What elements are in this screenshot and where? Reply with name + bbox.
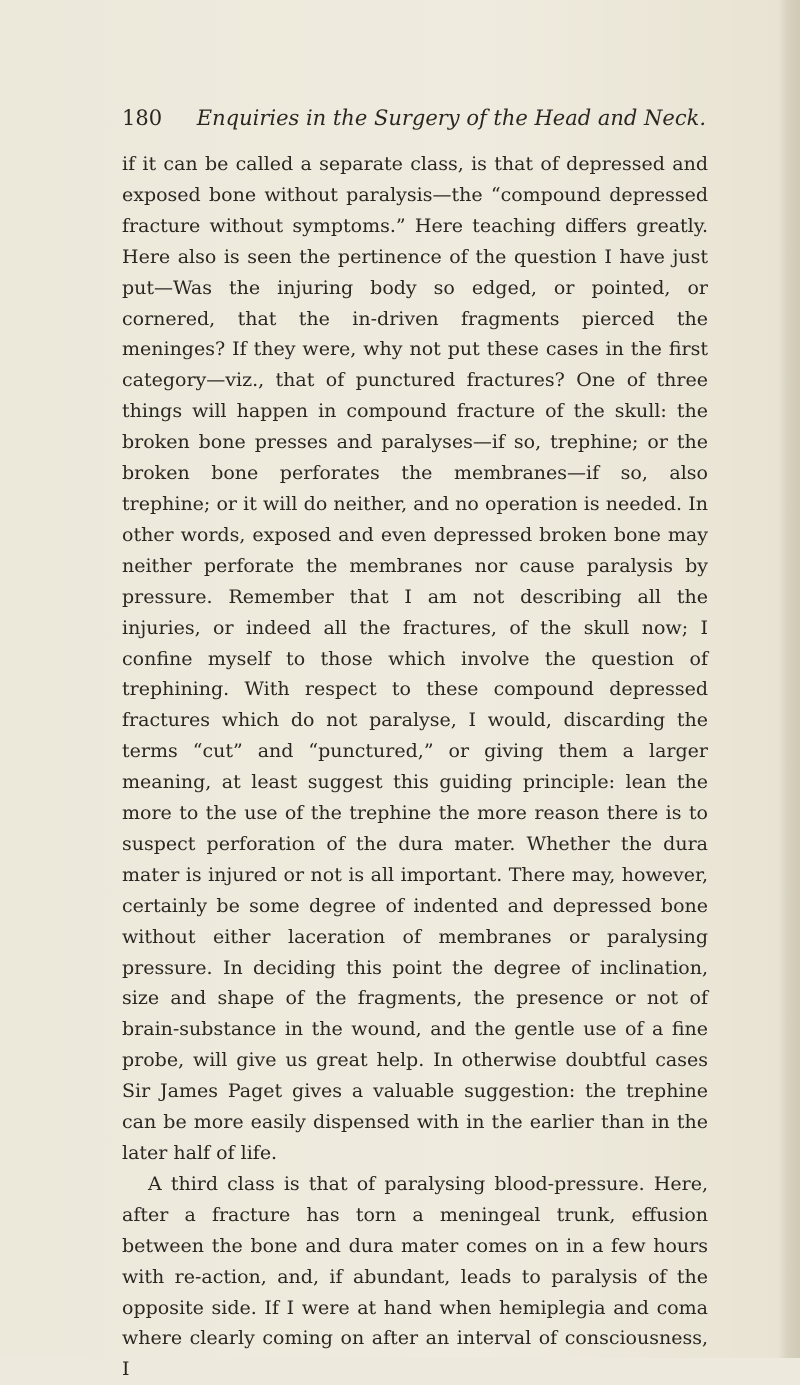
paragraph-third-class: A third class is that of paralysing blood-pressure. Here, after a fracture has torn a meningeal trunk, effusion between the bone and dura mater comes on in a few hours with re-action, and, if abundant, leads to paralysis of the opposite side. If I were at hand when hemiplegia and coma where clearly coming on after an interval of consciousness, I <box>122 1172 708 1381</box>
page-edge-shadow <box>778 0 800 1358</box>
paragraph-continued: if it can be called a separate class, is that of depressed and exposed bone without paralysis—the “compound depressed fracture without symptoms.” Here teaching differs greatly. Here also is seen the pertinence of the question I have just put—Was the injuring body so edged, or pointed, or cornered, that the in-driven fragments pierced the meninges? If they were, why not put these cases in the first category—viz., that of punctured fractures? One of three things will happen in compound fracture of the skull: the broken bone presses and paralyses—if so, trephine; or the broken bone perforates the membranes—if so, also trephine; or it will do neither, and no operation is needed. In other words, exposed and even depressed broken bone may neither perforate the membranes nor cause paralysis by pressure. Remember that I am not describing all the injuries, or indeed all the fractures, of the skull now; I confine myself to those which involve the question of trephining. With respect to these compound depressed fractures which do not paralyse, I would, discarding the terms “cut” and “punctured,” or giving them a larger meaning, at least suggest this guiding principle: lean the more to the use of the trephine the more reason there is to suspect perforation of the dura mater. Whether the dura mater is injured or not is all important. There may, however, certainly be some degree of indented and depressed bone without either laceration of membranes or paralysing pressure. In deciding this point the degree of inclination, size and shape of the fragments, the presence or not of brain-substance in the wound, and the gentle use of a fine probe, will give us great help. In otherwise doubtful cases Sir James Paget gives a valuable suggestion: the trephine can be more easily dispensed with in the earlier than in the later half of life. <box>122 153 708 1164</box>
page-number: 180 <box>122 106 163 130</box>
running-title: Enquiries in the Surgery of the Head and Neck. <box>196 106 707 130</box>
running-header <box>122 106 722 130</box>
body-text <box>122 149 708 1385</box>
